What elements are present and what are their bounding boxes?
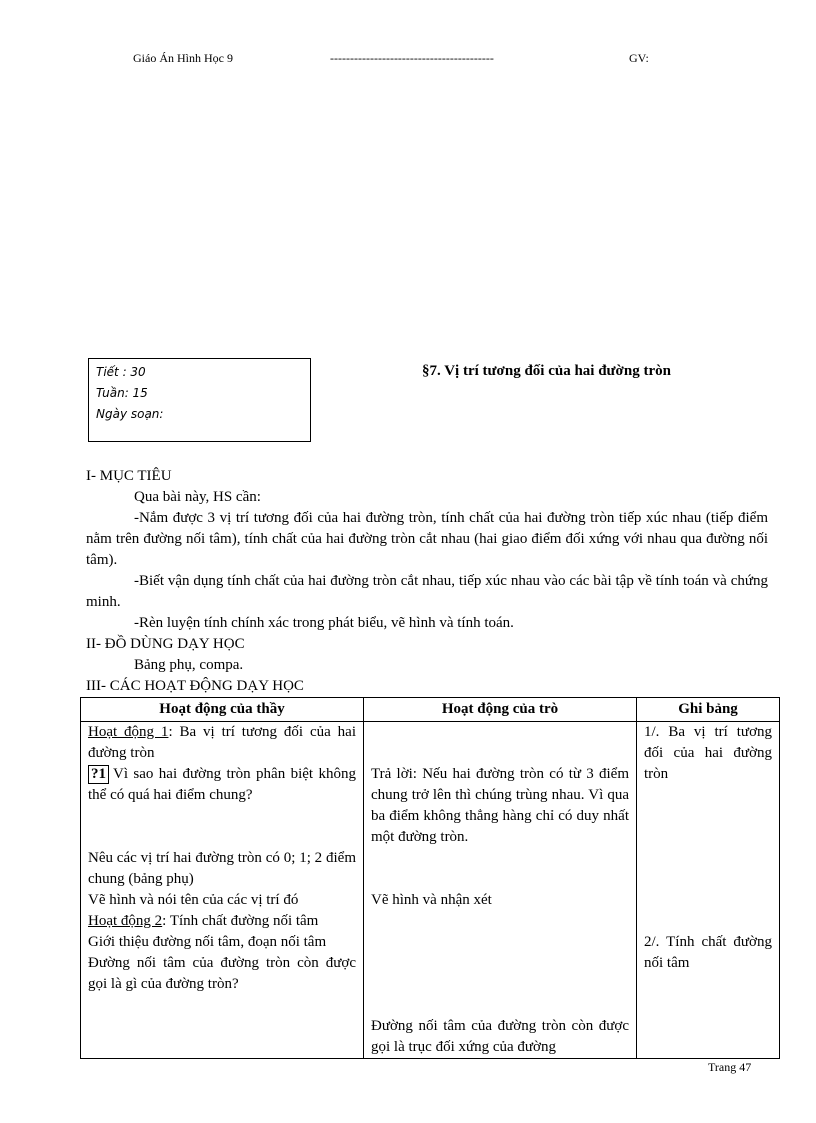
page-number: Trang 47 <box>708 1060 752 1074</box>
header-divider: ----------------------------------------- <box>330 51 494 65</box>
objective-3: -Rèn luyện tính chính xác trong phát biểu, vẽ hình và tính toán. <box>134 615 514 631</box>
teacher-question-text: Đường nối tâm của đường tròn còn được gọi là gì của đường tròn? <box>88 955 356 992</box>
student-cell <box>364 722 637 1059</box>
objective-2: -Biết vận dụng tính chất của hai đường tròn cắt nhau, tiếp xúc nhau vào các bài tập về tính toán và chứng minh. <box>86 573 768 610</box>
lesson-date: Ngày soạn: <box>96 407 164 421</box>
lesson-period: Tiết : 30 <box>96 365 146 379</box>
section-activities-heading: III- CÁC HOẠT ĐỘNG DẠY HỌC <box>86 678 304 694</box>
activity-2-label: Hoạt động 2 <box>88 913 163 929</box>
lesson-body <box>86 466 768 697</box>
question-1-text: Vì sao hai đường tròn phân biệt không thể có quá hai điểm chung? <box>88 766 356 803</box>
activity-2-line <box>88 911 356 932</box>
section-materials-heading: II- ĐỒ DÙNG DẠY HỌC <box>86 636 245 652</box>
activity-1-line <box>88 722 356 764</box>
col-header-student: Hoạt động của trò <box>364 698 637 722</box>
lesson-week: Tuần: 15 <box>96 386 148 400</box>
teacher-intro-text: Giới thiệu đường nối tâm, đoạn nối tâm <box>88 934 327 950</box>
teacher-positions-text: Nêu các vị trí hai đường tròn có 0; 1; 2 điểm chung (bảng phụ) <box>88 850 356 887</box>
teacher-cell <box>81 722 364 1059</box>
student-answer-1: Trả lời: Nếu hai đường tròn có từ 3 điểm chung trở lên thì chúng trùng nhau. Vì qua ba điểm không thẳng hàng chỉ có duy nhất một đường tròn. <box>371 766 629 845</box>
student-answer-2: Vẽ hình và nhận xét <box>371 892 492 908</box>
teacher-draw-text: Vẽ hình và nói tên của các vị trí đó <box>88 892 299 908</box>
section-objectives-heading: I- MỤC TIÊU <box>86 468 172 484</box>
board-cell <box>637 722 780 1059</box>
lesson-info-box <box>88 358 311 442</box>
col-header-board: Ghi bảng <box>637 698 780 722</box>
student-answer-3: Đường nối tâm của đường tròn còn được gọi là trục đối xứng của đường <box>371 1018 629 1055</box>
header-left: Giáo Án Hình Học 9 <box>133 51 233 65</box>
question-1-line <box>88 764 356 806</box>
objectives-intro: Qua bài này, HS cần: <box>134 489 261 505</box>
table-header-row <box>81 698 780 722</box>
objective-1: -Nắm được 3 vị trí tương đối của hai đường tròn, tính chất của hai đường tròn tiếp xúc nhau (tiếp điểm nằm trên đường nối tâm), tính chất của hai đường tròn cắt nhau (hai giao điểm đối xứng với nhau qua đường nối tâm). <box>86 510 768 568</box>
activities-table <box>80 697 780 1059</box>
board-note-1: 1/. Ba vị trí tương đối của hai đường tròn <box>644 724 772 782</box>
col-header-teacher: Hoạt động của thầy <box>81 698 364 722</box>
header-right: GV: <box>629 51 649 65</box>
lesson-title: §7. Vị trí tương đối của hai đường tròn <box>422 363 671 379</box>
activity-1-text: : Ba vị trí tương đối của hai đường tròn <box>88 724 356 761</box>
table-row <box>81 722 780 1059</box>
materials-text: Bảng phụ, compa. <box>134 657 244 673</box>
activity-2-text: : Tính chất đường nối tâm <box>162 913 319 929</box>
board-note-2: 2/. Tính chất đường nối tâm <box>644 934 772 971</box>
activity-1-label: Hoạt động 1 <box>88 724 169 740</box>
question-1-badge: ?1 <box>88 765 109 784</box>
